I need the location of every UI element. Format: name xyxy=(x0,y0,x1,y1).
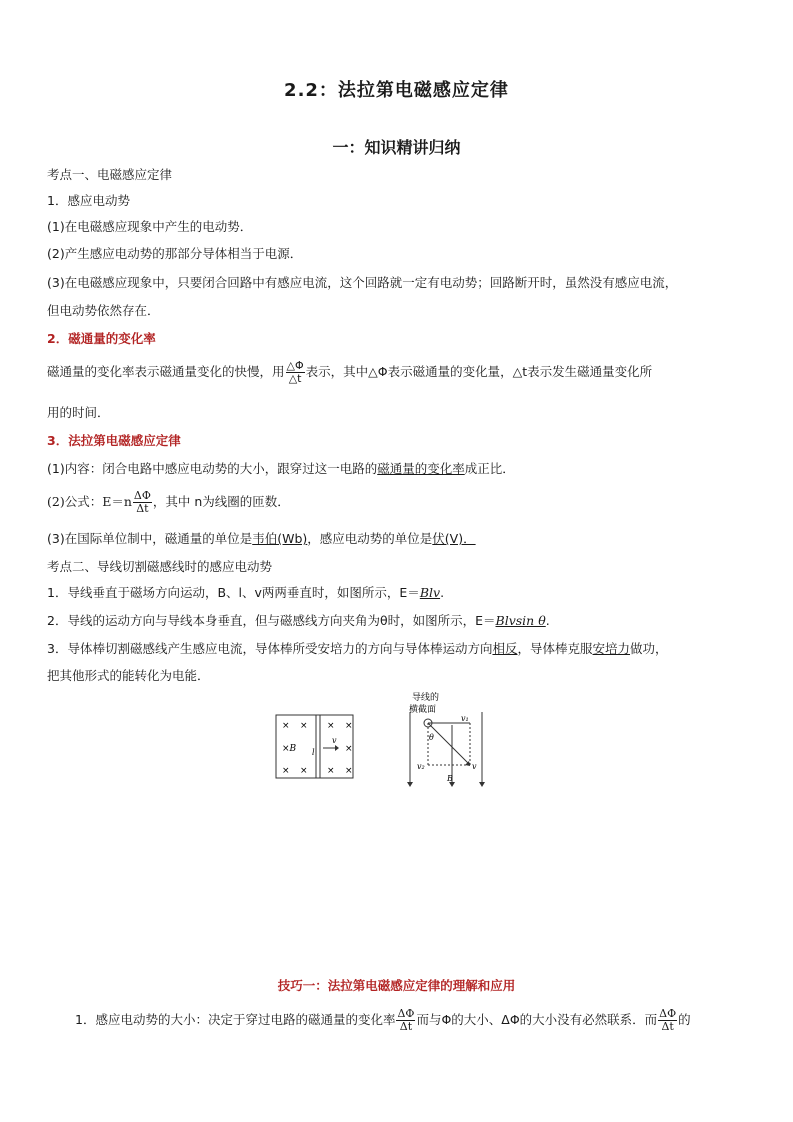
field-cross: × xyxy=(345,744,353,754)
opposite-word: 相反 xyxy=(492,641,518,656)
blv-formula: Blv xyxy=(419,585,441,600)
field-b-label: ×B xyxy=(282,744,297,754)
frac-den: △t xyxy=(288,372,302,385)
item3-p3-pre: (3)在国际单位制中，磁通量的单位是 xyxy=(47,531,253,546)
field-cross: × xyxy=(282,766,290,776)
field-cross: × xyxy=(327,721,335,731)
item3-p1-underlined: 磁通量的变化率 xyxy=(377,461,465,476)
tip-fraction-2 xyxy=(658,1008,677,1033)
v-label: v xyxy=(472,762,477,771)
field-cross: × xyxy=(300,766,308,776)
figure-field-conductor xyxy=(275,714,355,780)
blvsin-formula: Blvsin θ xyxy=(495,613,546,628)
item2-p1b: 用的时间． xyxy=(47,405,110,420)
item1-p3a: (3)在电磁感应现象中，只要闭合回路中有感应电流，这个回路就一定有电动势；回路断开时，虽然没有感应电流， xyxy=(47,275,678,290)
section-heading: 一：知识精讲归纳 xyxy=(332,138,461,157)
item3-p2 xyxy=(47,490,290,515)
kp2-p2-post: . xyxy=(545,613,550,628)
frac-num: ΔΦ xyxy=(133,489,151,502)
velocity-label: v xyxy=(332,736,337,745)
page-title: 2.2：法拉第电磁感应定律 xyxy=(284,80,509,101)
figure-velocity-decomposition xyxy=(395,690,495,790)
kp2-p1-post: . xyxy=(440,585,445,600)
formula-fraction xyxy=(133,490,152,515)
kp2-p3a-pre: 3．导体棒切割磁感线产生感应电流，导体棒所受安培力的方向与导体棒运动方向 xyxy=(47,641,493,656)
kp2-p2-pre: 2．导线的运动方向与导线本身垂直，但与磁感线方向夹角为θ时，如图所示，E＝ xyxy=(47,613,496,628)
weber-unit: 韦伯(Wb) xyxy=(252,531,308,546)
tip-p1 xyxy=(75,1008,691,1033)
item3-p1-post: 成正比． xyxy=(464,461,515,476)
v2-label: v₂ xyxy=(417,762,425,771)
tip-heading: 技巧一：法拉第电磁感应定律的理解和应用 xyxy=(277,978,516,993)
kp2-p3b: 把其他形式的能转化为电能． xyxy=(47,668,210,683)
item1-p3b: 但电动势依然存在． xyxy=(47,303,160,318)
field-cross: × xyxy=(345,721,353,731)
item3-p2-post: ，其中 n为线圈的匝数． xyxy=(152,494,290,509)
kp2-p1 xyxy=(47,584,444,602)
b-label: B xyxy=(447,774,453,783)
tip-p1-pre: 1．感应电动势的大小：决定于穿过电路的磁通量的变化率 xyxy=(75,1012,396,1027)
field-cross: × xyxy=(345,766,353,776)
item3-p1-pre: (1)内容：闭合电路中感应电动势的大小，跟穿过这一电路的 xyxy=(47,461,378,476)
item1-title: 1．感应电动势 xyxy=(47,193,130,208)
figure2-label2: 横截面 xyxy=(409,705,437,715)
item3-p2-pre: (2)公式：E＝n xyxy=(47,494,132,509)
item3-p1 xyxy=(47,460,515,478)
field-cross: × xyxy=(300,721,308,731)
item1-p1: (1)在电磁感应现象中产生的电动势． xyxy=(47,219,253,234)
item3-p3 xyxy=(47,530,476,548)
item3-p3-mid: ，感应电动势的单位是 xyxy=(307,531,433,546)
volt-unit: 伏(V)． xyxy=(432,531,476,546)
item1-p2: (2)产生感应电动势的那部分导体相当于电源． xyxy=(47,246,303,261)
length-label: l xyxy=(312,748,315,757)
item2-p1-post: 表示，其中△Φ表示磁通量的变化量，△t表示发生磁通量变化所 xyxy=(305,364,653,379)
theta-label: θ xyxy=(429,733,434,742)
frac-num: ΔΦ xyxy=(659,1007,677,1020)
figure2-label1: 导线的 xyxy=(412,693,440,703)
tip-fraction-1 xyxy=(396,1008,415,1033)
ampere-force-word: 安培力 xyxy=(592,641,631,656)
item3-title: 3．法拉第电磁感应定律 xyxy=(47,433,181,448)
kp2-p3a-mid: ，导体棒克服 xyxy=(517,641,593,656)
kp2-p2 xyxy=(47,612,550,630)
item2-p1 xyxy=(47,360,652,385)
v1-label: v₁ xyxy=(461,714,469,723)
frac-den: Δt xyxy=(136,502,149,515)
tip-p1-post: 的 xyxy=(678,1012,691,1027)
field-cross: × xyxy=(282,721,290,731)
tip-p1-mid: 而与Φ的大小、ΔΦ的大小没有必然联系．而 xyxy=(416,1012,658,1027)
kp2-p3a-post: 做功， xyxy=(630,641,668,656)
delta-phi-fraction xyxy=(286,360,305,385)
field-cross: × xyxy=(327,766,335,776)
item2-title: 2．磁通量的变化率 xyxy=(47,331,156,346)
kp2-p1-pre: 1．导线垂直于磁场方向运动，B、l、v两两垂直时，如图所示，E＝ xyxy=(47,585,420,600)
frac-num: △Φ xyxy=(286,359,304,372)
kp2-p3a xyxy=(47,640,668,658)
frac-num: ΔΦ xyxy=(397,1007,415,1020)
item2-p1-pre: 磁通量的变化率表示磁通量变化的快慢，用 xyxy=(47,364,285,379)
frac-den: Δt xyxy=(661,1020,674,1033)
kp1-heading: 考点一、电磁感应定律 xyxy=(47,167,173,182)
frac-den: Δt xyxy=(399,1020,413,1033)
kp2-heading: 考点二、导线切割磁感线时的感应电动势 xyxy=(47,559,273,574)
